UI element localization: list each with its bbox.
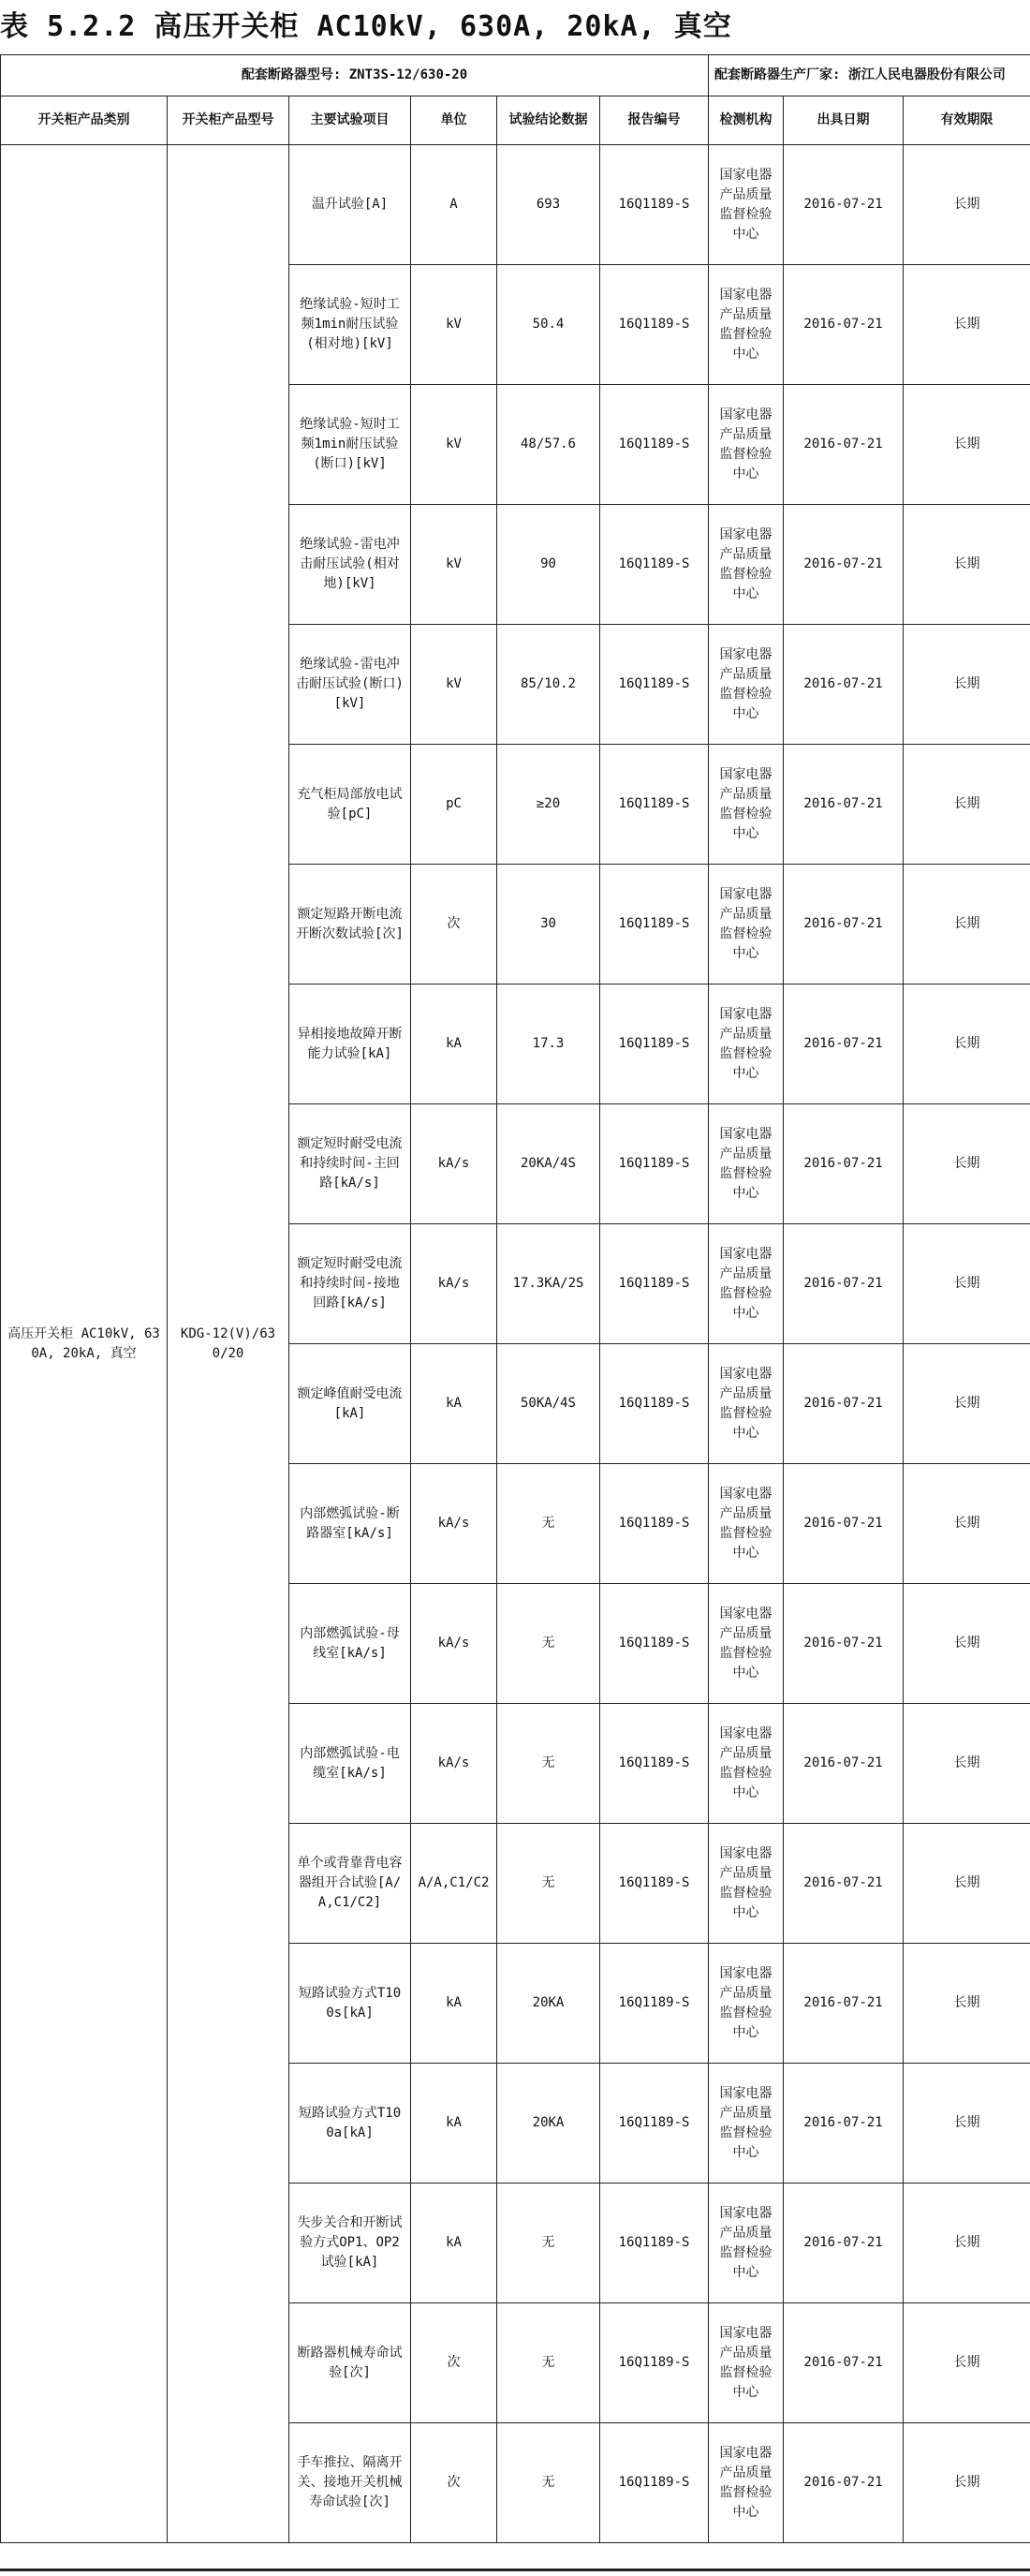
testing-lab: 国家电器产品质量监督检验中心 (709, 2064, 784, 2184)
product-category: 高压开关柜 AC10kV, 630A, 20kA, 真空 (1, 145, 168, 2543)
testing-lab: 国家电器产品质量监督检验中心 (709, 1944, 784, 2064)
issue-date: 2016-07-21 (784, 625, 904, 745)
report-number: 16Q1189-S (600, 2303, 709, 2423)
table-bottom-rule (0, 2569, 1030, 2571)
report-number: 16Q1189-S (600, 505, 709, 625)
report-number: 16Q1189-S (600, 1224, 709, 1344)
issue-date: 2016-07-21 (784, 1104, 904, 1224)
validity: 长期 (904, 1584, 1030, 1704)
report-number: 16Q1189-S (600, 385, 709, 505)
issue-date: 2016-07-21 (784, 265, 904, 385)
header-model: 开关柜产品型号 (168, 96, 289, 145)
result-value: 无 (497, 1464, 600, 1584)
issue-date: 2016-07-21 (784, 2064, 904, 2184)
validity: 长期 (904, 1224, 1030, 1344)
test-item: 绝缘试验-短时工频1min耐压试验(相对地)[kV] (289, 265, 411, 385)
result-value: 693 (497, 145, 600, 265)
report-number: 16Q1189-S (600, 865, 709, 985)
testing-lab: 国家电器产品质量监督检验中心 (709, 745, 784, 865)
testing-lab: 国家电器产品质量监督检验中心 (709, 1824, 784, 1944)
report-number: 16Q1189-S (600, 2423, 709, 2543)
report-number: 16Q1189-S (600, 1344, 709, 1464)
breaker-model: 配套断路器型号: ZNT3S-12/630-20 (1, 55, 709, 96)
unit: kV (411, 505, 497, 625)
validity: 长期 (904, 865, 1030, 985)
test-item: 绝缘试验-短时工频1min耐压试验(断口)[kV] (289, 385, 411, 505)
result-value: 20KA/4S (497, 1104, 600, 1224)
unit: kA/s (411, 1104, 497, 1224)
test-item: 单个或背靠背电容器组开合试验[A/A,C1/C2] (289, 1824, 411, 1944)
issue-date: 2016-07-21 (784, 1944, 904, 2064)
testing-lab: 国家电器产品质量监督检验中心 (709, 2423, 784, 2543)
result-value: 50KA/4S (497, 1344, 600, 1464)
result-value: 17.3 (497, 985, 600, 1104)
issue-date: 2016-07-21 (784, 1584, 904, 1704)
issue-date: 2016-07-21 (784, 1464, 904, 1584)
header-result: 试验结论数据 (497, 96, 600, 145)
result-value: 30 (497, 865, 600, 985)
issue-date: 2016-07-21 (784, 865, 904, 985)
header-lab: 检测机构 (709, 96, 784, 145)
test-item: 额定短时耐受电流和持续时间-主回路[kA/s] (289, 1104, 411, 1224)
unit: 次 (411, 865, 497, 985)
validity: 长期 (904, 145, 1030, 265)
issue-date: 2016-07-21 (784, 985, 904, 1104)
test-item: 绝缘试验-雷电冲击耐压试验(相对地)[kV] (289, 505, 411, 625)
unit: A (411, 145, 497, 265)
testing-lab: 国家电器产品质量监督检验中心 (709, 1344, 784, 1464)
header-test-item: 主要试验项目 (289, 96, 411, 145)
report-number: 16Q1189-S (600, 145, 709, 265)
test-item: 额定峰值耐受电流[kA] (289, 1344, 411, 1464)
test-item: 异相接地故障开断能力试验[kA] (289, 985, 411, 1104)
validity: 长期 (904, 625, 1030, 745)
issue-date: 2016-07-21 (784, 2423, 904, 2543)
unit: kA (411, 2064, 497, 2184)
validity: 长期 (904, 1944, 1030, 2064)
issue-date: 2016-07-21 (784, 2303, 904, 2423)
issue-date: 2016-07-21 (784, 1824, 904, 1944)
result-value: 无 (497, 2423, 600, 2543)
report-number: 16Q1189-S (600, 985, 709, 1104)
report-number: 16Q1189-S (600, 2064, 709, 2184)
unit: kA (411, 985, 497, 1104)
header-row (1, 96, 1030, 145)
result-value: 无 (497, 1704, 600, 1824)
validity: 长期 (904, 1704, 1030, 1824)
validity: 长期 (904, 745, 1030, 865)
result-value: 20KA (497, 2064, 600, 2184)
unit: 次 (411, 2303, 497, 2423)
testing-lab: 国家电器产品质量监督检验中心 (709, 2303, 784, 2423)
test-results-table (0, 54, 1030, 2543)
testing-lab: 国家电器产品质量监督检验中心 (709, 505, 784, 625)
validity: 长期 (904, 2423, 1030, 2543)
product-model: KDG-12(V)/630/20 (168, 145, 289, 2543)
result-value: 20KA (497, 1944, 600, 2064)
issue-date: 2016-07-21 (784, 385, 904, 505)
unit: pC (411, 745, 497, 865)
result-value: 无 (497, 2184, 600, 2303)
validity: 长期 (904, 385, 1030, 505)
validity: 长期 (904, 505, 1030, 625)
result-value: 无 (497, 1824, 600, 1944)
testing-lab: 国家电器产品质量监督检验中心 (709, 1704, 784, 1824)
issue-date: 2016-07-21 (784, 145, 904, 265)
header-report: 报告编号 (600, 96, 709, 145)
unit: kA (411, 2184, 497, 2303)
unit: A/A,C1/C2 (411, 1824, 497, 1944)
report-number: 16Q1189-S (600, 1104, 709, 1224)
result-value: 17.3KA/2S (497, 1224, 600, 1344)
test-item: 额定短时耐受电流和持续时间-接地回路[kA/s] (289, 1224, 411, 1344)
meta-row (1, 55, 1030, 96)
unit: kA/s (411, 1224, 497, 1344)
testing-lab: 国家电器产品质量监督检验中心 (709, 1464, 784, 1584)
unit: kA/s (411, 1584, 497, 1704)
test-item: 断路器机械寿命试验[次] (289, 2303, 411, 2423)
testing-lab: 国家电器产品质量监督检验中心 (709, 865, 784, 985)
result-value: 50.4 (497, 265, 600, 385)
unit: kA (411, 1344, 497, 1464)
issue-date: 2016-07-21 (784, 505, 904, 625)
validity: 长期 (904, 265, 1030, 385)
header-category: 开关柜产品类别 (1, 96, 168, 145)
unit: kA/s (411, 1704, 497, 1824)
test-item: 内部燃弧试验-电缆室[kA/s] (289, 1704, 411, 1824)
validity: 长期 (904, 1824, 1030, 1944)
breaker-maker: 配套断路器生产厂家: 浙江人民电器股份有限公司 (709, 55, 1030, 96)
test-item: 失步关合和开断试验方式OP1、OP2试验[kA] (289, 2184, 411, 2303)
issue-date: 2016-07-21 (784, 1704, 904, 1824)
header-validity: 有效期限 (904, 96, 1030, 145)
report-number: 16Q1189-S (600, 625, 709, 745)
issue-date: 2016-07-21 (784, 745, 904, 865)
testing-lab: 国家电器产品质量监督检验中心 (709, 985, 784, 1104)
unit: kA/s (411, 1464, 497, 1584)
test-item: 手车推拉、隔离开关、接地开关机械寿命试验[次] (289, 2423, 411, 2543)
unit: kV (411, 265, 497, 385)
report-number: 16Q1189-S (600, 1464, 709, 1584)
test-item: 绝缘试验-雷电冲击耐压试验(断口)[kV] (289, 625, 411, 745)
report-number: 16Q1189-S (600, 1824, 709, 1944)
unit: kV (411, 385, 497, 505)
issue-date: 2016-07-21 (784, 1344, 904, 1464)
result-value: 85/10.2 (497, 625, 600, 745)
validity: 长期 (904, 1344, 1030, 1464)
testing-lab: 国家电器产品质量监督检验中心 (709, 1104, 784, 1224)
test-item: 充气柜局部放电试验[pC] (289, 745, 411, 865)
test-item: 内部燃弧试验-断路器室[kA/s] (289, 1464, 411, 1584)
result-value: 90 (497, 505, 600, 625)
validity: 长期 (904, 2303, 1030, 2423)
issue-date: 2016-07-21 (784, 1224, 904, 1344)
report-number: 16Q1189-S (600, 1704, 709, 1824)
testing-lab: 国家电器产品质量监督检验中心 (709, 2184, 784, 2303)
testing-lab: 国家电器产品质量监督检验中心 (709, 1584, 784, 1704)
testing-lab: 国家电器产品质量监督检验中心 (709, 625, 784, 745)
result-value: 无 (497, 2303, 600, 2423)
unit: kV (411, 625, 497, 745)
test-item: 额定短路开断电流开断次数试验[次] (289, 865, 411, 985)
header-unit: 单位 (411, 96, 497, 145)
testing-lab: 国家电器产品质量监督检验中心 (709, 1224, 784, 1344)
test-item: 短路试验方式T100s[kA] (289, 1944, 411, 2064)
validity: 长期 (904, 1464, 1030, 1584)
table-row (1, 145, 1030, 265)
validity: 长期 (904, 2064, 1030, 2184)
result-value: ≥20 (497, 745, 600, 865)
test-item: 短路试验方式T100a[kA] (289, 2064, 411, 2184)
result-value: 无 (497, 1584, 600, 1704)
test-item: 内部燃弧试验-母线室[kA/s] (289, 1584, 411, 1704)
report-number: 16Q1189-S (600, 1584, 709, 1704)
testing-lab: 国家电器产品质量监督检验中心 (709, 145, 784, 265)
validity: 长期 (904, 985, 1030, 1104)
table-title: 表 5.2.2 高压开关柜 AC10kV, 630A, 20kA, 真空 (0, 10, 732, 43)
unit: 次 (411, 2423, 497, 2543)
issue-date: 2016-07-21 (784, 2184, 904, 2303)
report-number: 16Q1189-S (600, 1944, 709, 2064)
result-value: 48/57.6 (497, 385, 600, 505)
testing-lab: 国家电器产品质量监督检验中心 (709, 385, 784, 505)
report-number: 16Q1189-S (600, 2184, 709, 2303)
test-item: 温升试验[A] (289, 145, 411, 265)
validity: 长期 (904, 1104, 1030, 1224)
header-date: 出具日期 (784, 96, 904, 145)
report-number: 16Q1189-S (600, 745, 709, 865)
unit: kA (411, 1944, 497, 2064)
report-number: 16Q1189-S (600, 265, 709, 385)
testing-lab: 国家电器产品质量监督检验中心 (709, 265, 784, 385)
validity: 长期 (904, 2184, 1030, 2303)
